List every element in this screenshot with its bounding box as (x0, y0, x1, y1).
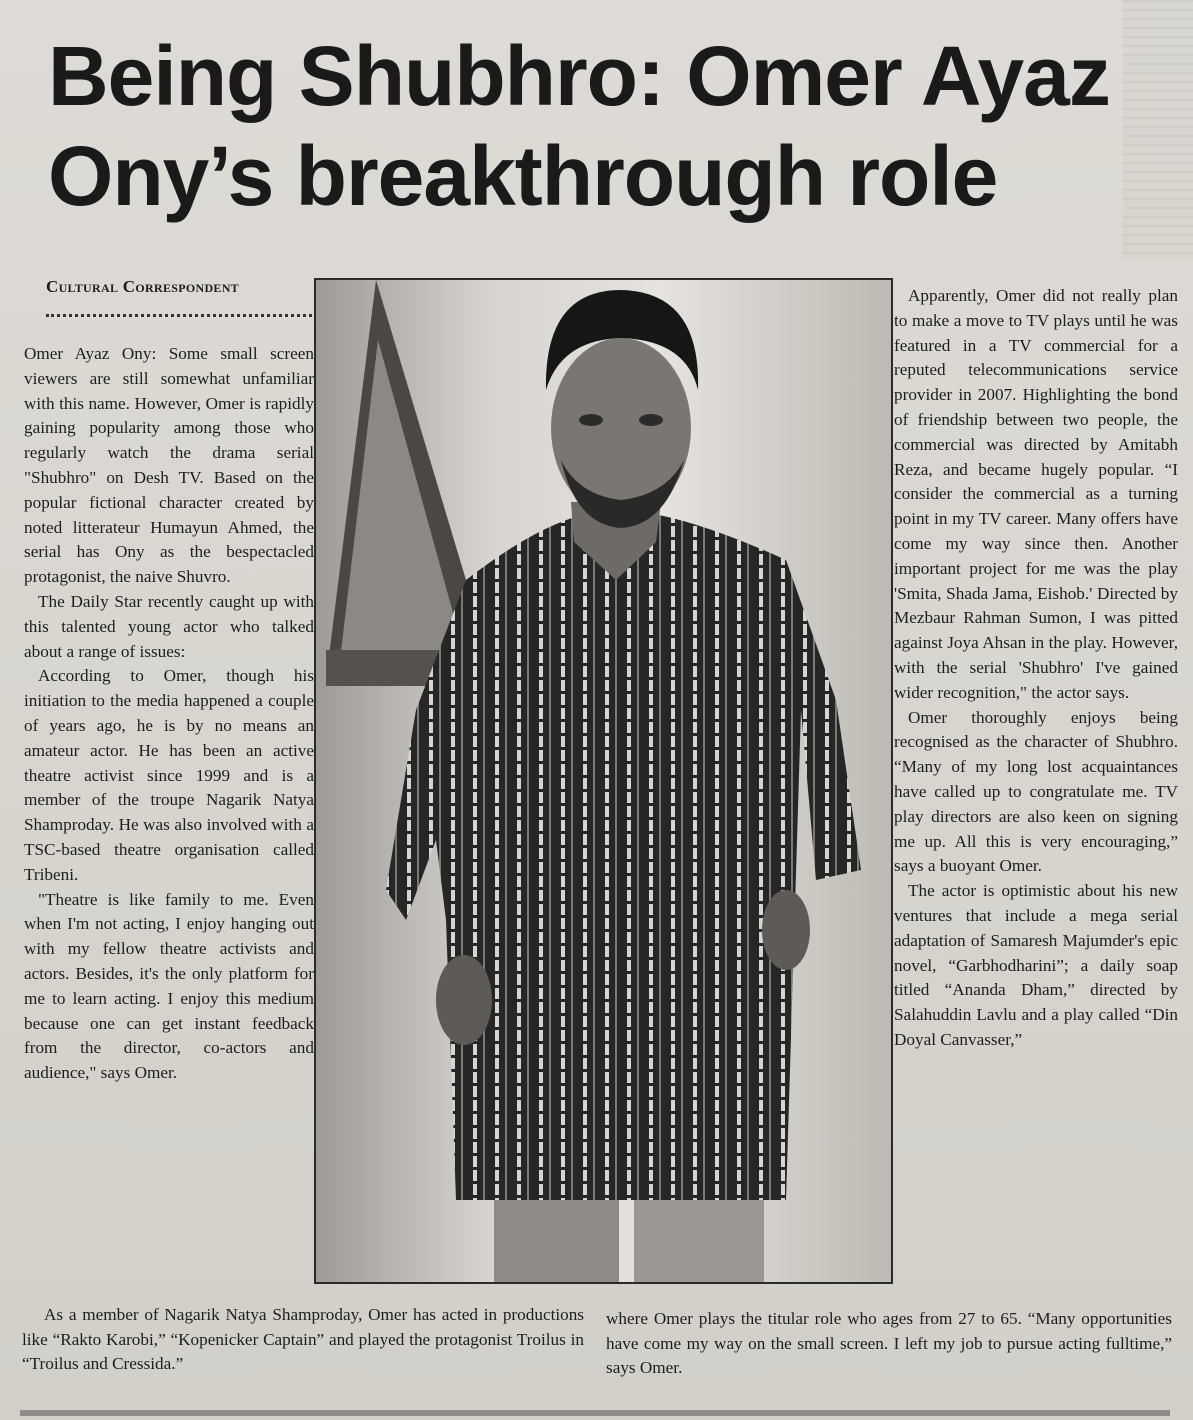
byline-dotted-rule (46, 314, 312, 317)
bottom-rule (20, 1410, 1170, 1416)
actor-portrait-image (316, 280, 891, 1282)
actor-photo (314, 278, 893, 1284)
bottom-left-paragraph: As a member of Nagarik Natya Shamproday, Omer has acted in productions like “Rakto Karobi,” “Kopenicker Captain” and played the protagonist Troilus in “Troilus and Cressida.” (22, 1305, 584, 1374)
headline-line-2: Ony’s breakthrough role (48, 129, 998, 223)
paragraph: According to Omer, though his initiation to the media happened a couple of years ago, he is by no means an amateur actor. He has been an active theatre activist since 1999 and is a member of the troupe Nagarik Natya Shamproday. He was also involved with a TSC-based theatre organisation called Tribeni. (24, 666, 314, 884)
paragraph: Apparently, Omer did not really plan to make a move to TV plays until he was featured in a TV commercial for a reputed telecommunications service provider in 2007. Highlighting the bond of friendship between two people, the commercial was directed by Amitabh Reza, and became hugely popular. “I consider the commercial as a turning point in my TV career. Many offers have come my way since then. Another important project for me was the play 'Smita, Shada Jama, Eishob.' Directed by Mezbaur Rahman Sumon, I was pitted against Joya Ahsan in the play. However, with the serial 'Shubhro' I've gained wider recognition," the actor says. (894, 286, 1178, 702)
paragraph: Omer Ayaz Ony: Some small screen viewers are still somewhat unfamiliar with this name. However, Omer is rapidly gaining popularity among those who regularly watch the drama serial "Shubhro" on Desh TV. Based on the popular fictional character created by noted litterateur Humayun Ahmed, the serial has Ony as the bespectacled protagonist, the naive Shuvro. (24, 344, 314, 587)
paragraph: The actor is optimistic about his new ventures that include a mega serial adaptation of Samaresh Majumder's epic novel, “Garbhodharini”; a daily soap titled “Ananda Dham,” directed by Salahuddin Lavlu and a play called “Din Doyal Canvasser,” (894, 881, 1178, 1049)
byline: Cultural Correspondent (46, 277, 239, 296)
bottom-right-paragraph: where Omer plays the titular role who ages from 27 to 65. “Many opportunities have come my way on the small screen. I left my job to pursue acting fulltime,” says Omer. (606, 1309, 1172, 1378)
headline (48, 26, 1138, 226)
left-column (24, 342, 314, 1086)
headline-line-1: Being Shubhro: Omer Ayaz (48, 29, 1110, 123)
paragraph: The Daily Star recently caught up with this talented young actor who talked about a range of issues: (24, 591, 314, 661)
paragraph: Omer thoroughly enjoys being recognised as the character of Shubhro. “Many of my long lost acquaintances have called up to congratulate me. TV play directors are also keen on signing me up. All this is very encouraging,” says a buoyant Omer. (894, 707, 1178, 876)
paragraph: "Theatre is like family to me. Even when I'm not acting, I enjoy hanging out with my fellow theatre activists and actors. Besides, it's the only platform for me to learn acting. I enjoy this medium because one can get instant feedback from the director, co-actors and audience," says Omer. (24, 889, 314, 1083)
right-column (894, 284, 1178, 1053)
